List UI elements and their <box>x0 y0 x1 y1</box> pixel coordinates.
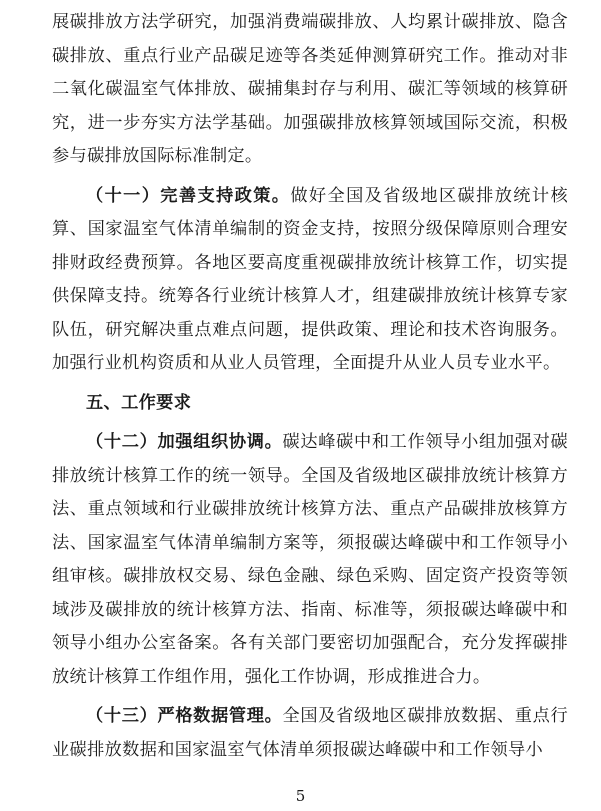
paragraph-data-management <box>52 700 568 767</box>
section-12-title: （十二）加强组织协调。 <box>86 432 283 452</box>
document-body <box>52 6 568 773</box>
section-heading-work-requirements: 五、工作要求 <box>86 392 192 413</box>
page-number: 5 <box>295 787 306 805</box>
section-11-title: （十一）完善支持政策。 <box>86 185 291 206</box>
section-11-body: 做好全国及省级地区碳排放统计核算、国家温室气体清单编制的资金支持，按照分级保障原则合理安排财政经费预算。各地区要高度重视碳排放统计核算工作，切实提供保障支持。统筹各行业统计核算人才，组建碳排放统计核算专家队伍，研究解决重点难点问题，提供政策、理论和技术咨询服务。加强行业机构资质和从业人员管理，全面提升从业人员专业水平。 <box>52 185 568 373</box>
section-13-body: 全国及省级地区碳排放数据、重点行业碳排放数据和国家温室气体清单须报碳达峰碳中和工作领导小 <box>52 706 568 760</box>
section-12-body: 碳达峰碳中和工作领导小组加强对碳排放统计核算工作的统一领导。全国及省级地区碳排放统计核算方法、重点领域和行业碳排放统计核算方法、重点产品碳排放核算方法、国家温室气体清单编制方案等，须报碳达峰碳中和工作领导小组审核。碳排放权交易、绿色金融、绿色采购、固定资产投资等领域涉及碳排放的统计核算方法、指南、标准等，须报碳达峰碳中和领导小组办公室备案。各有关部门要密切加强配合，充分发挥碳排放统计核算工作组作用，强化工作协调，形成推进合力。 <box>52 432 568 687</box>
paragraph-methodology-continued: 展碳排放方法学研究，加强消费端碳排放、人均累计碳排放、隐含碳排放、重点行业产品碳足迹等各类延伸测算研究工作。推动对非二氧化碳温室气体排放、碳捕集封存与利用、碳汇等领域的核算研究，进一步夯实方法学基础。加强碳排放核算领域国际交流，积极参与碳排放国际标准制定。 <box>52 12 568 166</box>
paragraph-support-policy <box>52 180 568 381</box>
paragraph-organization-coordination <box>52 426 568 694</box>
section-13-title: （十三）严格数据管理。 <box>86 706 283 726</box>
